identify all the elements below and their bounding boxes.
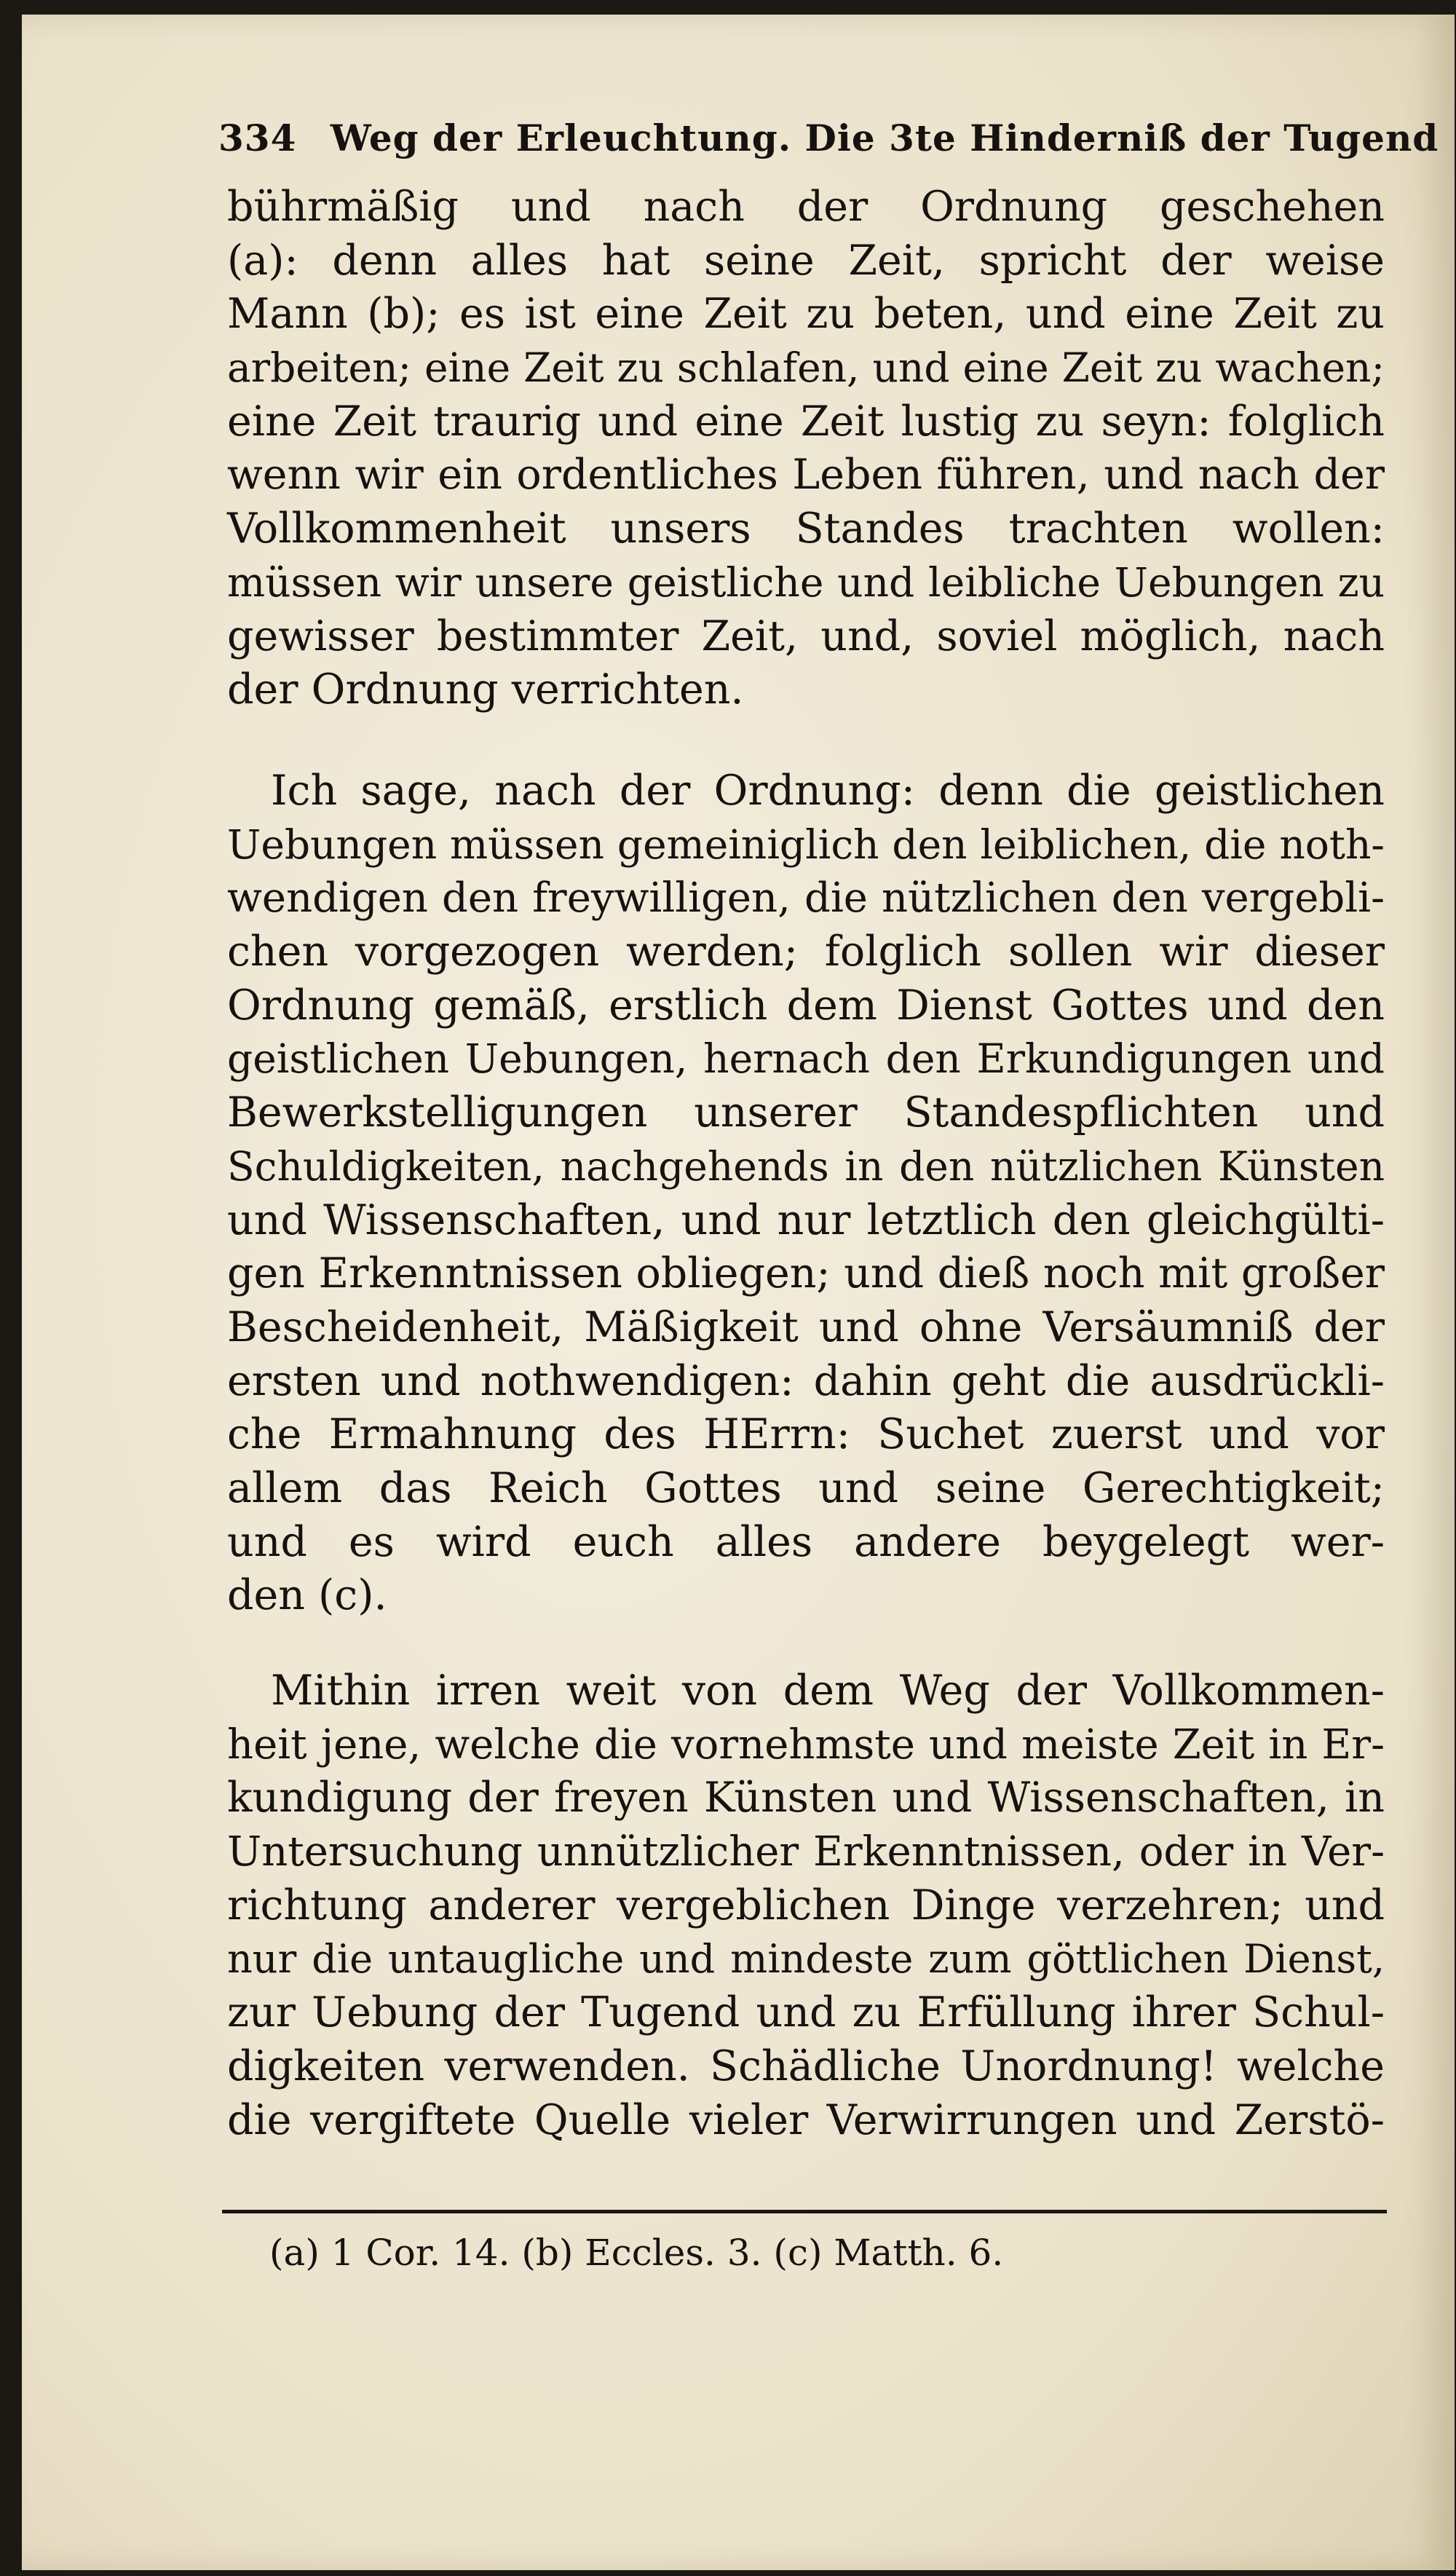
text-line: bührmäßig und nach der Ordnung geschehen xyxy=(227,183,1385,231)
text-line: Mithin irren weit von dem Weg der Vollkommen- xyxy=(271,1667,1385,1715)
text-line: gen Erkenntnissen obliegen; und dieß noch mit großer xyxy=(227,1249,1385,1298)
paragraph-2 xyxy=(227,764,1385,1623)
text-line: Uebungen müssen gemeiniglich den leiblichen, die noth- xyxy=(227,821,1385,868)
running-title: Weg der Erleuchtung. Die 3te Hinderniß der Tugend xyxy=(330,116,1439,159)
text-line: den (c). xyxy=(227,1571,387,1620)
page-number: 334 xyxy=(218,116,297,159)
book-page xyxy=(22,15,1455,2570)
text-line: (a): denn alles hat seine Zeit, spricht der weise xyxy=(227,236,1385,285)
text-line: Vollkommenheit unsers Standes trachten wollen: xyxy=(227,505,1385,553)
text-line: ersten und nothwendigen: dahin geht die ausdrückli- xyxy=(227,1356,1385,1405)
text-line: und Wissenschaften, und nur letztlich den gleichgülti- xyxy=(227,1196,1385,1244)
paragraph-3 xyxy=(227,1664,1385,2147)
text-line: wendigen den freywilligen, die nützlichen den vergebli- xyxy=(227,874,1385,922)
text-line: Bescheidenheit, Mäßigkeit und ohne Versäumniß der xyxy=(227,1303,1385,1351)
text-line: nur die untaugliche und mindeste zum göttlichen Dienst, xyxy=(227,1936,1385,1983)
running-header xyxy=(218,116,1439,167)
footnote-divider xyxy=(222,2210,1387,2213)
text-line: digkeiten verwenden. Schädliche Unordnung! welche xyxy=(227,2042,1385,2090)
text-line: wenn wir ein ordentliches Leben führen, und nach der xyxy=(227,451,1385,499)
footnotes: (a) 1 Cor. 14. (b) Eccles. 3. (c) Matth. 6. xyxy=(269,2232,1004,2274)
text-line: heit jene, welche die vornehmste und meiste Zeit in Er- xyxy=(227,1720,1385,1769)
text-line: Bewerkstelligungen unserer Standespflichten und xyxy=(227,1089,1385,1137)
text-line: Untersuchung unnützlicher Erkenntnissen, oder in Ver- xyxy=(227,1828,1385,1876)
text-line: allem das Reich Gottes und seine Gerechtigkeit; xyxy=(227,1463,1385,1512)
text-line: arbeiten; eine Zeit zu schlafen, und eine Zeit zu wachen; xyxy=(227,344,1385,392)
text-line: che Ermahnung des HErrn: Suchet zuerst und vor xyxy=(227,1410,1385,1459)
text-line: Mann (b); es ist eine Zeit zu beten, und eine Zeit zu xyxy=(227,290,1385,339)
text-line: Ordnung gemäß, erstlich dem Dienst Gottes und den xyxy=(227,981,1385,1030)
text-line: Schuldigkeiten, nachgehends in den nützlichen Künsten xyxy=(227,1142,1385,1190)
text-line: Ich sage, nach der Ordnung: denn die geistlichen xyxy=(271,767,1385,815)
text-line: geistlichen Uebungen, hernach den Erkundigungen und xyxy=(227,1035,1385,1083)
text-line: eine Zeit traurig und eine Zeit lustig zu seyn: folglich xyxy=(227,397,1385,446)
text-line: zur Uebung der Tugend und zu Erfüllung ihrer Schul- xyxy=(227,1988,1385,2037)
text-line: richtung anderer vergeblichen Dinge verzehren; und xyxy=(227,1881,1385,1929)
text-line: die vergiftete Quelle vieler Verwirrungen und Zerstö- xyxy=(227,2095,1385,2144)
text-line: kundigung der freyen Künsten und Wissenschaften, in xyxy=(227,1774,1385,1822)
text-line: und es wird euch alles andere beygelegt wer- xyxy=(227,1517,1385,1566)
text-line: chen vorgezogen werden; folglich sollen wir dieser xyxy=(227,928,1385,976)
text-line: gewisser bestimmter Zeit, und, soviel möglich, nach xyxy=(227,612,1385,660)
text-line: der Ordnung verrichten. xyxy=(227,665,744,714)
text-line: müssen wir unsere geistliche und leibliche Uebungen zu xyxy=(227,558,1385,606)
paragraph-1 xyxy=(227,181,1385,717)
